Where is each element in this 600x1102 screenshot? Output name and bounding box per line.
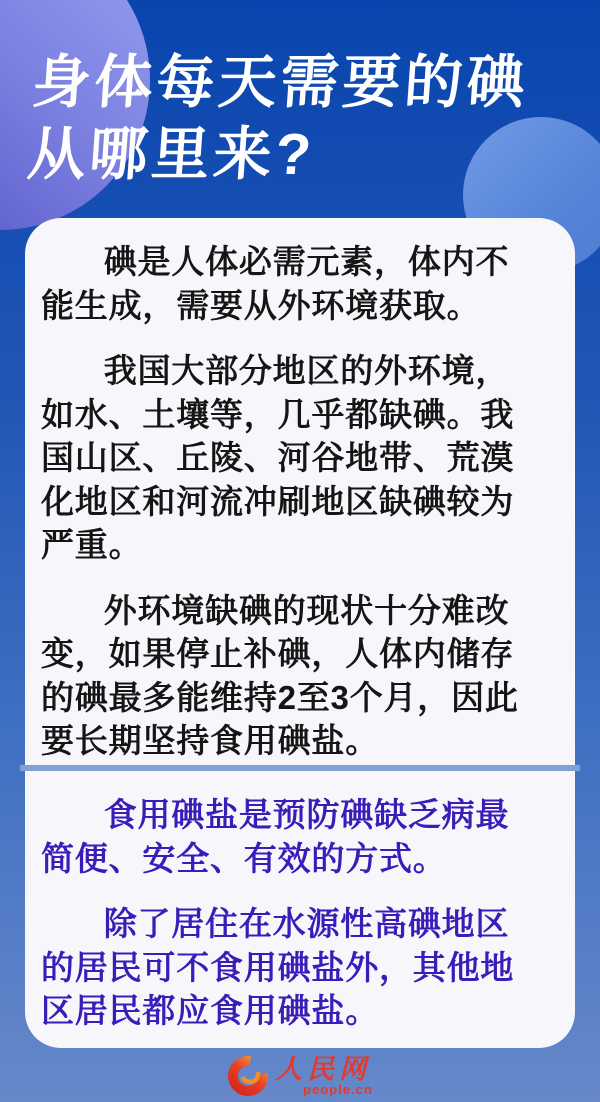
page-title-line1: 身体每天需要的碘	[30, 50, 531, 115]
page-title	[25, 47, 595, 191]
footer	[0, 1050, 600, 1102]
info-card	[25, 218, 575, 765]
logo-text: 人民网	[275, 1053, 372, 1084]
logo-texts	[275, 1053, 373, 1097]
paragraph	[41, 902, 559, 1033]
text-line: 碘是人体必需元素，体内不	[103, 243, 510, 280]
text-line: 的居民可不食用碘盐外，其他地	[41, 948, 515, 986]
paragraph	[41, 349, 559, 567]
text-line: 能生成，需要从外环境获取。	[41, 286, 481, 324]
paragraph	[41, 240, 559, 327]
text-line: 外环境缺碘的现状十分难改	[103, 591, 510, 629]
paragraph	[41, 589, 559, 763]
text-line: 变，如果停止补碘，人体内储存	[41, 635, 515, 672]
people-cn-swoosh-icon	[227, 1055, 269, 1097]
text-line: 严重。	[41, 526, 143, 563]
text-line: 化地区和河流冲刷地区缺碘较为	[41, 482, 515, 520]
text-line: 简便、安全、有效的方式。	[41, 839, 447, 877]
logo-domain: people.cn	[303, 1081, 373, 1097]
page-title-line2: 从哪里来?	[25, 122, 318, 187]
text-line: 国山区、丘陵、河谷地带、荒漠	[41, 439, 515, 476]
paragraph	[41, 793, 559, 880]
text-line: 我国大部分地区的外环境，	[103, 352, 510, 389]
people-cn-logo	[227, 1055, 373, 1097]
text-line: 的碘最多能维持2至3个月，因此	[41, 678, 519, 716]
text-line: 要长期坚持食用碘盐。	[41, 722, 379, 759]
highlight-card	[25, 771, 575, 1048]
text-line: 食用碘盐是预防碘缺乏病最	[103, 796, 510, 833]
text-line: 除了居住在水源性高碘地区	[103, 905, 510, 942]
text-line: 区居民都应食用碘盐。	[41, 992, 379, 1029]
text-line: 如水、土壤等，几乎都缺碘。我	[41, 395, 515, 433]
